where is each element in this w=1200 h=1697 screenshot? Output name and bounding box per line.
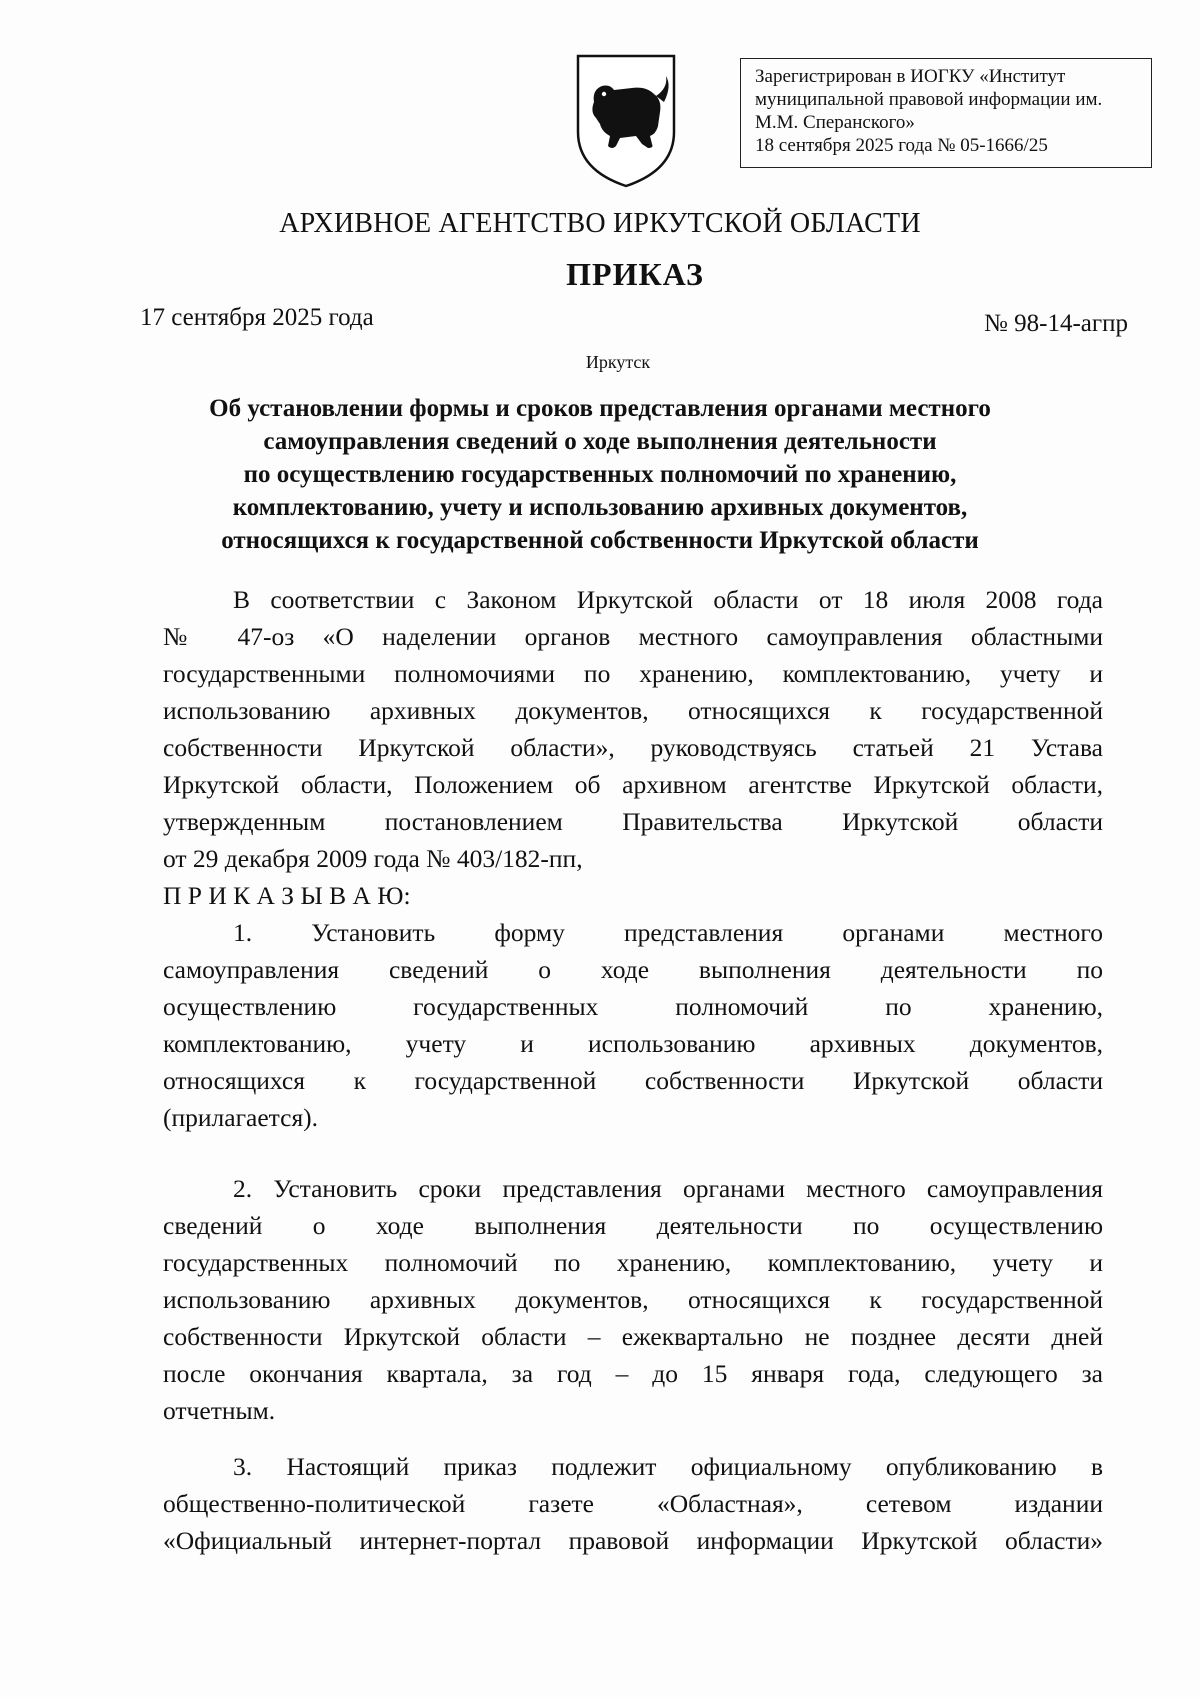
subject-line: Об установлении формы и сроков представления органами местного: [209, 395, 991, 422]
text-line: В соответствии с Законом Иркутской области от 18 июля 2008 года: [233, 585, 1103, 614]
text-line: утвержденным постановлением Правительства Иркутской области: [163, 807, 1103, 836]
command-paragraph: [163, 877, 1103, 914]
stamp-line: 18 сентября 2025 года № 05-1666/25: [755, 135, 1048, 156]
preamble-paragraph: [163, 581, 1103, 877]
text-line: 3. Настоящий приказ подлежит официальному опубликованию в: [233, 1452, 1103, 1481]
item-1-paragraph: [163, 914, 1103, 1136]
text-line: комплектованию, учету и использованию архивных документов,: [163, 1029, 1103, 1058]
text-line: использованию архивных документов, относящихся к государственной: [163, 1285, 1103, 1314]
coat-of-arms-icon: [572, 52, 680, 190]
document-city: Иркутск: [585, 352, 651, 372]
stamp-line: муниципальной правовой информации им.: [755, 89, 1103, 110]
text-line: Иркутской области, Положением об архивном агентстве Иркутской области,: [163, 770, 1103, 799]
text-line: осуществлению государственных полномочий по хранению,: [163, 992, 1103, 1021]
text-line: «Официальный интернет-портал правовой информации Иркутской области»: [163, 1526, 1103, 1555]
text-line: относящихся к государственной собственности Иркутской области: [163, 1066, 1103, 1095]
agency-name: АРХИВНОЕ АГЕНТСТВО ИРКУТСКОЙ ОБЛАСТИ: [279, 208, 921, 239]
stamp-line: Зарегистрирован в ИОГКУ «Институт: [755, 66, 1066, 87]
text-line: отчетным.: [163, 1396, 276, 1425]
document-subject: [150, 392, 1050, 557]
item-2-paragraph: [163, 1170, 1103, 1429]
text-line: 2. Установить сроки представления органами местного самоуправления: [233, 1174, 1103, 1203]
stamp-line: М.М. Сперанского»: [755, 112, 915, 133]
text-line: 1. Установить форму представления органами местного: [233, 918, 1103, 947]
text-line: самоуправления сведений о ходе выполнения деятельности по: [163, 955, 1103, 984]
subject-line: комплектованию, учету и использованию архивных документов,: [232, 494, 968, 521]
command-word: П Р И К А З Ы В А Ю:: [163, 881, 411, 910]
text-line: использованию архивных документов, относящихся к государственной: [163, 696, 1103, 725]
subject-line: по осуществлению государственных полномочий по хранению,: [243, 461, 957, 488]
text-line: собственности Иркутской области», руководствуясь статьей 21 Устава: [163, 733, 1103, 762]
subject-line: относящихся к государственной собственности Иркутской области: [221, 527, 979, 554]
subject-line: самоуправления сведений о ходе выполнения деятельности: [263, 428, 937, 455]
text-line: от 29 декабря 2009 года № 403/182-пп,: [163, 844, 583, 873]
item-3-paragraph: [163, 1448, 1103, 1559]
text-line: государственными полномочиями по хранению, комплектованию, учету и: [163, 659, 1103, 688]
document-date: 17 сентября 2025 года: [140, 304, 374, 331]
text-line: собственности Иркутской области – ежеквартально не позднее десяти дней: [163, 1322, 1103, 1351]
text-line: после окончания квартала, за год – до 15 января года, следующего за: [163, 1359, 1103, 1388]
document-number: № 98-14-агпр: [984, 310, 1128, 337]
text-line: общественно-политической газете «Областная», сетевом издании: [163, 1489, 1103, 1518]
text-line: (прилагается).: [163, 1103, 319, 1132]
text-line: сведений о ходе выполнения деятельности по осуществлению: [163, 1211, 1103, 1240]
text-line: № 47-оз «О наделении органов местного самоуправления областными: [163, 622, 1103, 651]
text-line: государственных полномочий по хранению, комплектованию, учету и: [163, 1248, 1103, 1277]
registration-stamp: [740, 58, 1152, 168]
document-type: ПРИКАЗ: [566, 256, 704, 292]
